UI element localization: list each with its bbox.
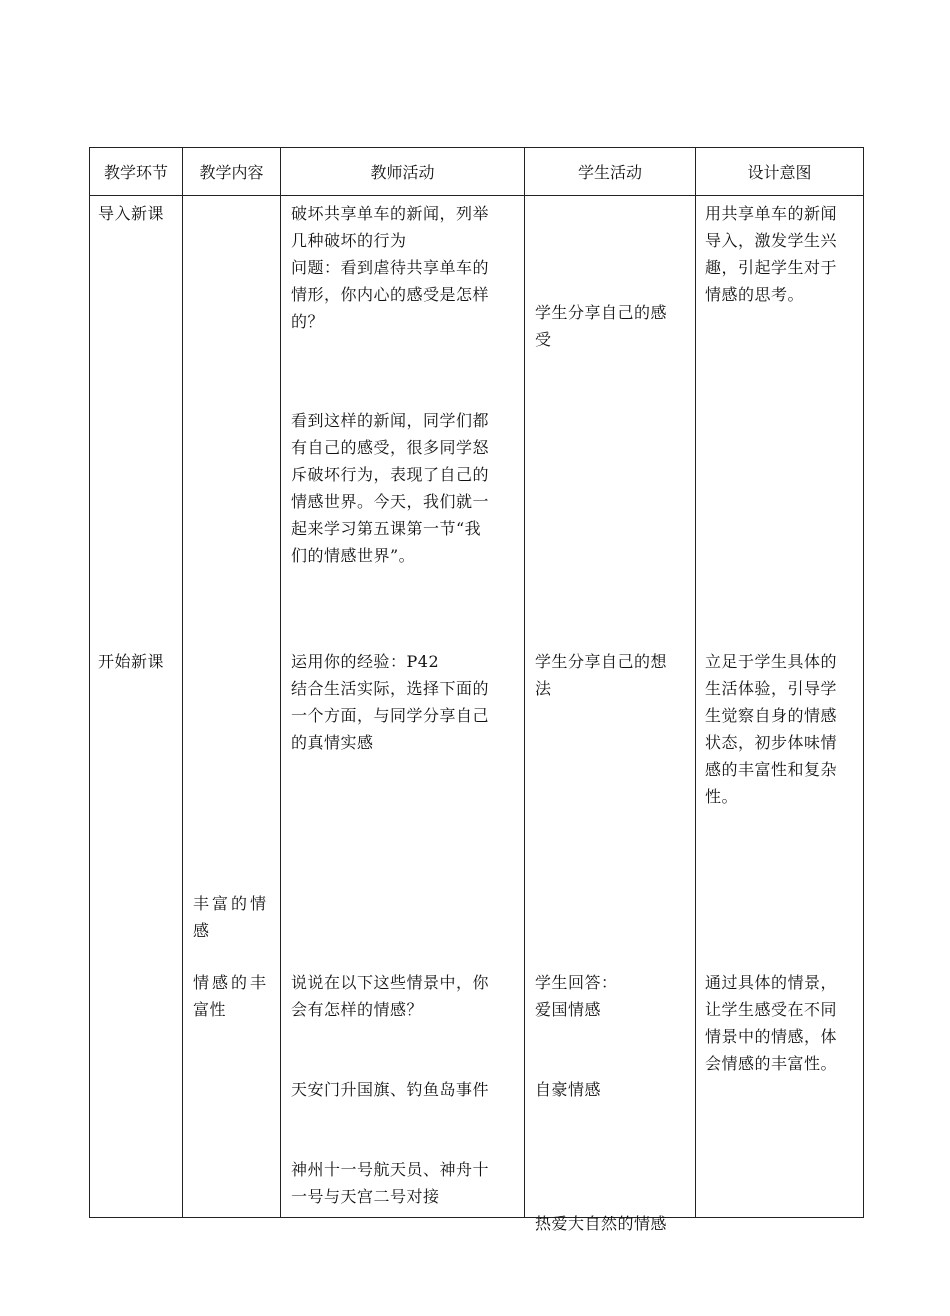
header-student-activity: 学生活动 xyxy=(525,148,696,196)
teacher-scenario-space: 神州十一号航天员、神舟十 一号与天宫二号对接 xyxy=(291,1160,490,1206)
teacher-experience: 运用你的经验：P42 结合生活实际，选择下面的 一个方面，与同学分享自己 的真情实感 xyxy=(291,652,490,752)
intent-life-experience: 立足于学生具体的 生活体验，引导学 生觉察自身的情感 状态，初步体味情 感的丰富性和复杂 性。 xyxy=(705,652,838,806)
student-answer: 学生回答： 爱国情感 xyxy=(535,973,618,1019)
content-richness: 情感的丰 富性 xyxy=(193,973,270,1019)
teacher-scenario-question: 说说在以下这些情景中，你 会有怎样的情感？ xyxy=(291,973,490,1019)
content-cell xyxy=(183,196,281,1218)
header-row xyxy=(90,148,864,196)
intent-news-intro: 用共享单车的新闻 导入，激发学生兴 趣，引起学生对于 情感的思考。 xyxy=(705,204,838,304)
lesson-plan-table xyxy=(89,147,864,1233)
body-row xyxy=(90,196,864,1218)
header-design-intent: 设计意图 xyxy=(696,148,864,196)
student-share-feeling: 学生分享自己的感 受 xyxy=(535,303,668,349)
teacher-cell xyxy=(281,196,525,1218)
student-pride: 自豪情感 xyxy=(535,1080,602,1099)
header-teacher-activity: 教师活动 xyxy=(281,148,525,196)
teacher-lesson-intro: 看到这样的新闻，同学们都 有自己的感受，很多同学怒 斥破坏行为，表现了自己的 情感世界。今天，我们就一 起来学习第五课第一节“我 们的情感世界”。 xyxy=(291,411,490,565)
student-cell xyxy=(525,196,696,1233)
intent-scenario: 通过具体的情景， 让学生感受在不同 情景中的情感，体 会情感的丰富性。 xyxy=(705,973,838,1073)
teacher-scenario-flag: 天安门升国旗、钓鱼岛事件 xyxy=(291,1080,490,1099)
student-nature-love: 热爱大自然的情感 xyxy=(535,1214,668,1233)
stage-intro: 导入新课 xyxy=(98,204,165,223)
student-share-thoughts: 学生分享自己的想 法 xyxy=(535,652,668,698)
header-teaching-stage: 教学环节 xyxy=(90,148,183,196)
intent-cell xyxy=(696,196,864,1218)
teacher-news-question: 破坏共享单车的新闻，列举 几种破坏的行为 问题：看到虐待共享单车的 情形，你内心的感受是怎样 的？ xyxy=(291,204,490,331)
stage-cell xyxy=(90,196,183,1218)
header-teaching-content: 教学内容 xyxy=(183,148,281,196)
stage-start: 开始新课 xyxy=(98,652,165,671)
content-rich-emotion: 丰富的情 感 xyxy=(193,894,270,940)
